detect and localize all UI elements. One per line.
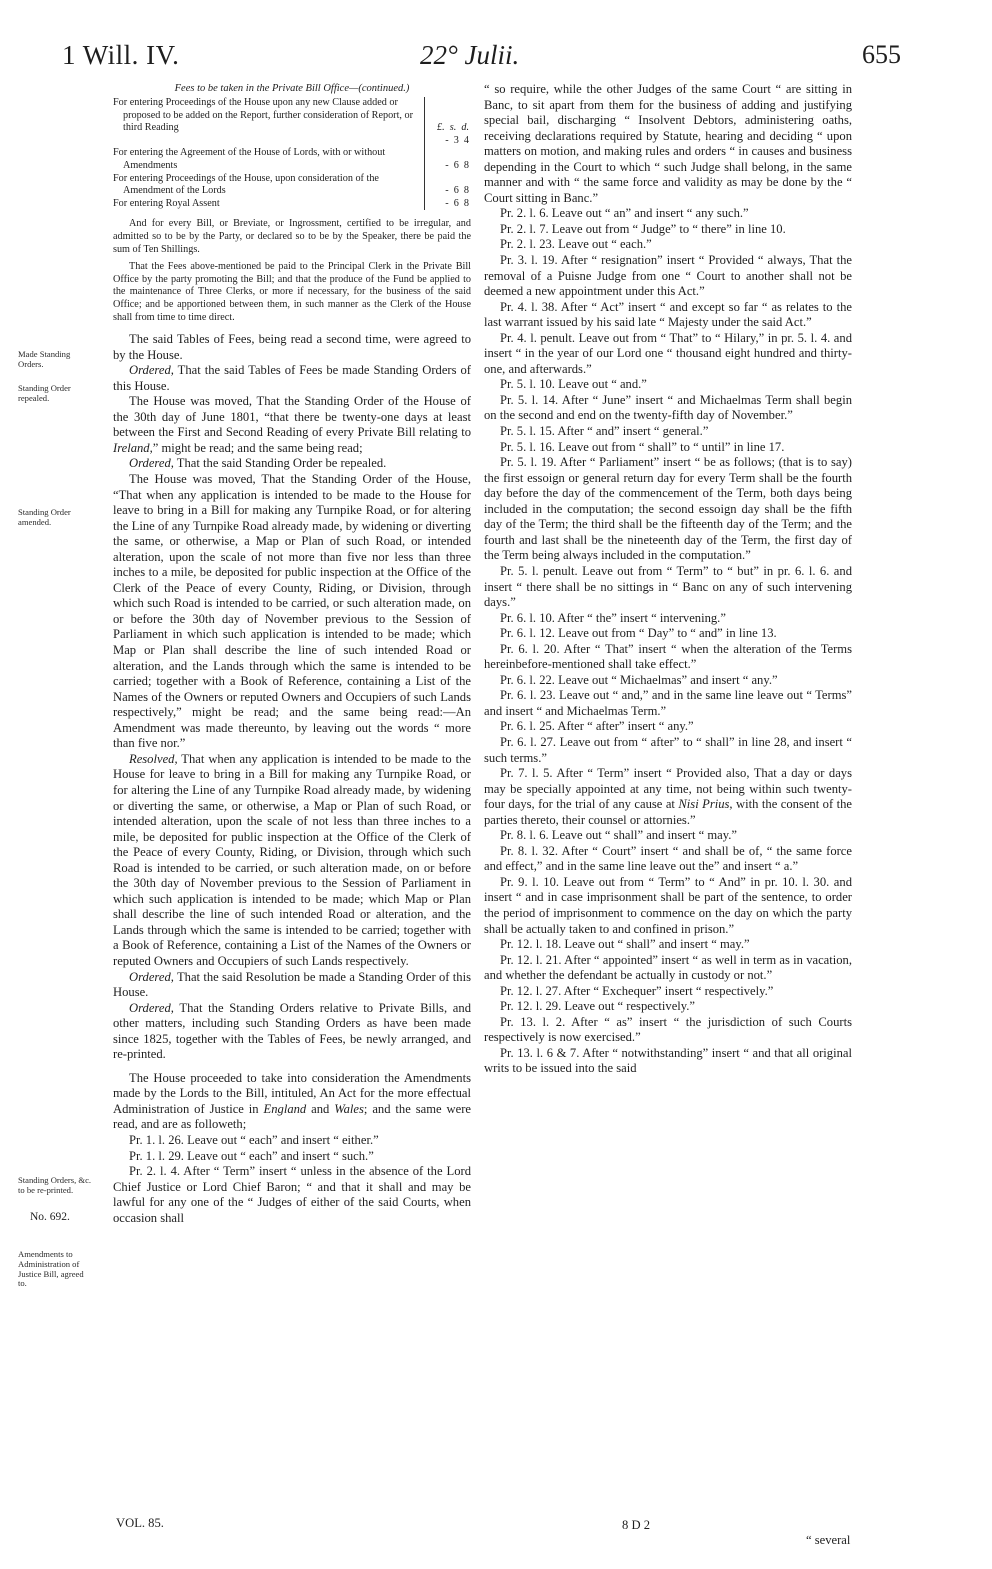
amendment-item: Pr. 6. l. 10. After “ the” insert “ intervening.” — [500, 610, 726, 625]
amendment-item: Pr. 13. l. 2. After “ as” insert “ the jurisdiction of such Courts respectively is now exercised.” — [484, 1014, 852, 1045]
amendment-item: Pr. 6. l. 25. After “ after” insert “ any.” — [500, 719, 694, 734]
amendment-item: Pr. 2. l. 6. Leave out “ an” and insert “ any such.” — [500, 206, 749, 221]
amendment-item: Pr. 3. l. 19. After “ resignation” insert “ Provided “ always, That the removal of a Puisne Judge from one “ Court to another shall not be deemed a new appointment under this Act.” — [484, 253, 852, 299]
amendment-item: Pr. 12. l. 29. Leave out “ respectively.” — [500, 999, 696, 1014]
fees-note-irregular: And for every Bill, or Breviate, or Ingrossment, certified to be irregular, and admitted so to be by the Party, or declared so to be by the Speaker, there be paid the sum of Ten Shillings. — [113, 218, 471, 255]
amendment-item: Pr. 2. l. 4. After “ Term” insert “ unless in the absence of the Lord Chief Justice or Lord Chief Baron; “ and that it shall and may be lawful for any one of the “ Judges of either of the said Courts, when occasion shall — [113, 1164, 471, 1225]
paragraph: The House proceeded to take into consideration the Amendments made by the Lords to the Bill, intituled, An Act for the more effectual Administration of Justice in England and Wales; and the same were read, and are as followeth; — [113, 1070, 472, 1132]
fees-note-apportion: That the Fees above-mentioned be paid to the Principal Clerk in the Private Bill Office by the party promoting the Bill; and that the produce of the Fund be applied to the maintenance of Three Clerks, or more if necessary, for the business of the said Office; and be apportioned between them, in such manner as the Clerk of the House shall from time to time direct. — [113, 261, 471, 323]
fees-row-desc: For entering the Agreement of the House of Lords, with or without Amendments — [113, 147, 386, 171]
amendment-item: Pr. 6. l. 20. After “ That” insert “ when the alteration of the Terms hereinbefore-mentioned shall take effect.” — [484, 641, 852, 672]
fees-row-desc: For entering Proceedings of the House, upon consideration of the Amendment of the Lords — [113, 172, 379, 197]
paragraph: The House was moved, That the Standing Order of the House, “That when any application is intended to be made to the House for leave to bring in a Bill for making any Turnpike Road, or for altering the Line of any Turnpike Road already made, by widening or diverting the same, or otherwise, a Map or Plan of such Road, or intended alteration, upon the scale of not more than five nor less than three inches to a mile, be deposited for public inspection at the Office of the Clerk of the Peace of every County, Riding, or Division, through which such Road is intended to be carried, or such alteration made, on or before the 30th day of November previous to the Session of Parliament in which such application is intended to be made; which Map or Plan shall describe the line of such intended Road or alteration, and the Lands through which the same is intended to be carried; together with a Book of Reference, containing a List of the Names of the Owners or reputed Owners and Occupiers of such Lands respectively,” might be read; and the same being read:—An Amendment was made thereunto, by leaving out the words “ more than five nor.” — [113, 472, 471, 751]
fees-row-amount: - 6 8 — [425, 198, 472, 211]
fees-row-amount: - 6 8 — [425, 147, 472, 172]
amendment-item: Pr. 9. l. 10. Leave out from “ Term” to “ And” in pr. 10. l. 30. and insert “ and in case imprisonment shall be part of the sentence, to order the period of imprisonment to commence on the day on which the party shall be actually taken to and confined in prison.” — [484, 874, 852, 936]
signature-mark: 8 D 2 — [622, 1518, 650, 1532]
margin-note-made-standing: Made Standing Orders. — [18, 349, 71, 369]
amendment-item: Pr. 4. l. penult. Leave out from “ That” to “ Hilary,” in pr. 5. l. 4. and insert “ in the year of our Lord one “ thousand eight hundred and thirty-one, and afterwards.” — [484, 330, 852, 376]
amendment-item: “ so require, while the other Judges of the same Court “ are sitting in Banc, to sit apart from them for the business of adding and justifying special bail, discharging “ Insolvent Debtors, administering oaths, receiving declarations required by Statute, hearing and deciding “ upon matters on motion, and making rules and orders “ in causes and business depending in the Court to which “ such Judge shall belong, in the same manner and with “ the same force and validity as may be done by the “ Court sitting in Banc.” — [484, 82, 852, 205]
amendment-item: Pr. 6. l. 22. Leave out “ Michaelmas” and insert “ any.” — [500, 672, 778, 687]
fees-row-desc: For entering Royal Assent — [113, 197, 220, 209]
amendment-item: Pr. 12. l. 27. After “ Exchequer” insert “ respectively.” — [500, 983, 774, 998]
amendment-item: Pr. 5. l. 15. After “ and” insert “ general.” — [500, 424, 709, 439]
amendment-item: Pr. 2. l. 7. Leave out from “ Judge” to “ there” in line 10. — [500, 221, 786, 236]
amendment-item: Pr. 7. l. 5. After “ Term” insert “ Provided also, That a day or days may be specially appointed at any time, not being within such twenty-four days, for the trial of any cause at Nisi Prius, with the consent of the parties thereto, their counsel or attornies.” — [484, 766, 852, 827]
amendment-item: Pr. 5. l. 19. After “ Parliament” insert “ be as follows; (that is to say) the first essoign or general return day for every Term shall be the fourth day before the day of the commencement of the Term, both days being included in the computation; the second essoign day shall be the fifth day of the Term; the third shall be the fifteenth day of the Term; and the fourth and last shall be the nineteenth day of the Term, the first day of the Term being always included in the computation.” — [484, 455, 852, 563]
volume-number: VOL. 85. — [116, 1516, 164, 1530]
amendment-item: Pr. 6. l. 27. Leave out from “ after” to “ shall” in line 28, and insert “ such terms.” — [484, 734, 852, 765]
amendment-item: Pr. 2. l. 23. Leave out “ each.” — [500, 237, 652, 252]
paragraph: Ordered, That the said Resolution be made a Standing Order of this House. — [113, 969, 471, 1000]
paragraph: Ordered, That the said Standing Order be repealed. — [129, 456, 387, 471]
margin-note-amendments: Amendments to Administration of Justice Bill, agreed to. — [18, 1249, 84, 1289]
amendment-item: Pr. 1. l. 29. Leave out “ each” and insert “ such.” — [129, 1148, 374, 1163]
amendment-item: Pr. 6. l. 12. Leave out from “ Day” to “ and” in line 13. — [500, 626, 777, 641]
amendment-item: Pr. 6. l. 23. Leave out “ and,” and in the same line leave out “ Terms” and insert “ and Michaelmas Term.” — [484, 688, 852, 718]
fees-currency-head: £. s. d. — [425, 97, 472, 135]
fees-table-title: Fees to be taken in the Private Bill Office—(continued.) — [174, 83, 410, 94]
fees-row-amount: - 3 4 — [425, 135, 472, 148]
amendment-item: Pr. 12. l. 21. After “ appointed” insert “ as well in term as in vacation, and whether the defendant be actually in custody or not.” — [484, 952, 852, 983]
amendment-item: Pr. 5. l. 10. Leave out “ and.” — [500, 377, 647, 392]
margin-note-amended: Standing Order amended. — [18, 507, 71, 527]
paragraph: Ordered, That the Standing Orders relative to Private Bills, and other matters, including such Standing Orders as have been made since 1825, together with the Tables of Fees, be newly arranged, and re-printed. — [113, 1000, 471, 1062]
amendment-item: Pr. 5. l. 14. After “ June” insert “ and Michaelmas Term shall begin on the second and end on the twenty-fifth day of November.” — [484, 392, 852, 423]
amendment-item: Pr. 4. l. 38. After “ Act” insert “ and except so far “ as relates to the last warrant issued by his said late “ Majesty under the said Act.” — [484, 299, 852, 330]
page-number: 655 — [862, 40, 901, 69]
amendment-item: Pr. 8. l. 6. Leave out “ shall” and insert “ may.” — [500, 828, 737, 843]
fees-row-desc: For entering Proceedings of the House upon any new Clause added or proposed to be added on the Report, further consideration of Report, or third Reading — [113, 97, 413, 134]
right-column — [484, 82, 852, 1077]
amendment-item: Pr. 5. l. 16. Leave out from “ shall” to “ until” in line 17. — [500, 439, 785, 454]
paragraph: Ordered, That the said Tables of Fees be made Standing Orders of this House. — [113, 363, 471, 393]
amendment-item: Pr. 12. l. 18. Leave out “ shall” and insert “ may.” — [500, 937, 750, 952]
amendment-item: Pr. 1. l. 26. Leave out “ each” and insert “ either.” — [129, 1132, 379, 1147]
running-head-regnal-year: 1 Will. IV. — [62, 40, 180, 70]
paragraph: The said Tables of Fees, being read a second time, were agreed to by the House. — [113, 332, 471, 362]
amendment-item: Pr. 5. l. penult. Leave out from “ Term” to “ but” in pr. 6. l. 6. and insert “ there shall be no sittings in “ Banc on any of such intervening days.” — [484, 563, 852, 610]
amendment-item: Pr. 8. l. 32. After “ Court” insert “ and shall be of, “ the same force and effect,” and in the same line leave out the” and insert “ a.” — [484, 843, 852, 874]
amendment-item: Pr. 13. l. 6 & 7. After “ notwithstanding” insert “ and that all original writs to be issued into the said — [484, 1045, 852, 1076]
left-column — [113, 82, 471, 1226]
margin-note-number: No. 692. — [30, 1211, 70, 1223]
paragraph: The House was moved, That the Standing Order of the House of the 30th day of June 1801, “that there be twenty-one days at least between the First and Second Reading of every Private Bill relating to Ireland,” might be read; and the same being read; — [113, 394, 471, 455]
fees-table — [113, 97, 471, 210]
catchword: “ several — [806, 1533, 851, 1547]
margin-note-reprinted: Standing Orders, &c. to be re-printed. — [18, 1175, 92, 1195]
paragraph: Resolved, That when any application is intended to be made to the House for leave to bring in a Bill for making any Turnpike Road, or for altering the Line of any Turnpike Road already made, by widening or diverting the same, or otherwise, a Map or Plan of such Road, or intended alteration, upon the scale of not less than three inches to a mile, be deposited for public inspection at the Office of the Clerk of the Peace of every County, Riding, or Division, through which such Road is intended to be carried, or such alteration made, on or before the 30th day of November previous to the Session of Parliament in which such application is intended to be made; which Map or Plan shall describe the line of such intended Road or alteration, and the Lands through which the same is intended to be carried; together with a Book of Reference, containing a List of the Names of the Owners or reputed Owners and Occupiers of such Lands respectively. — [113, 751, 471, 968]
fees-row-amount: - 6 8 — [425, 173, 472, 198]
margin-note-repealed: Standing Order repealed. — [18, 383, 71, 403]
running-head-date: 22° Julii. — [420, 40, 520, 70]
